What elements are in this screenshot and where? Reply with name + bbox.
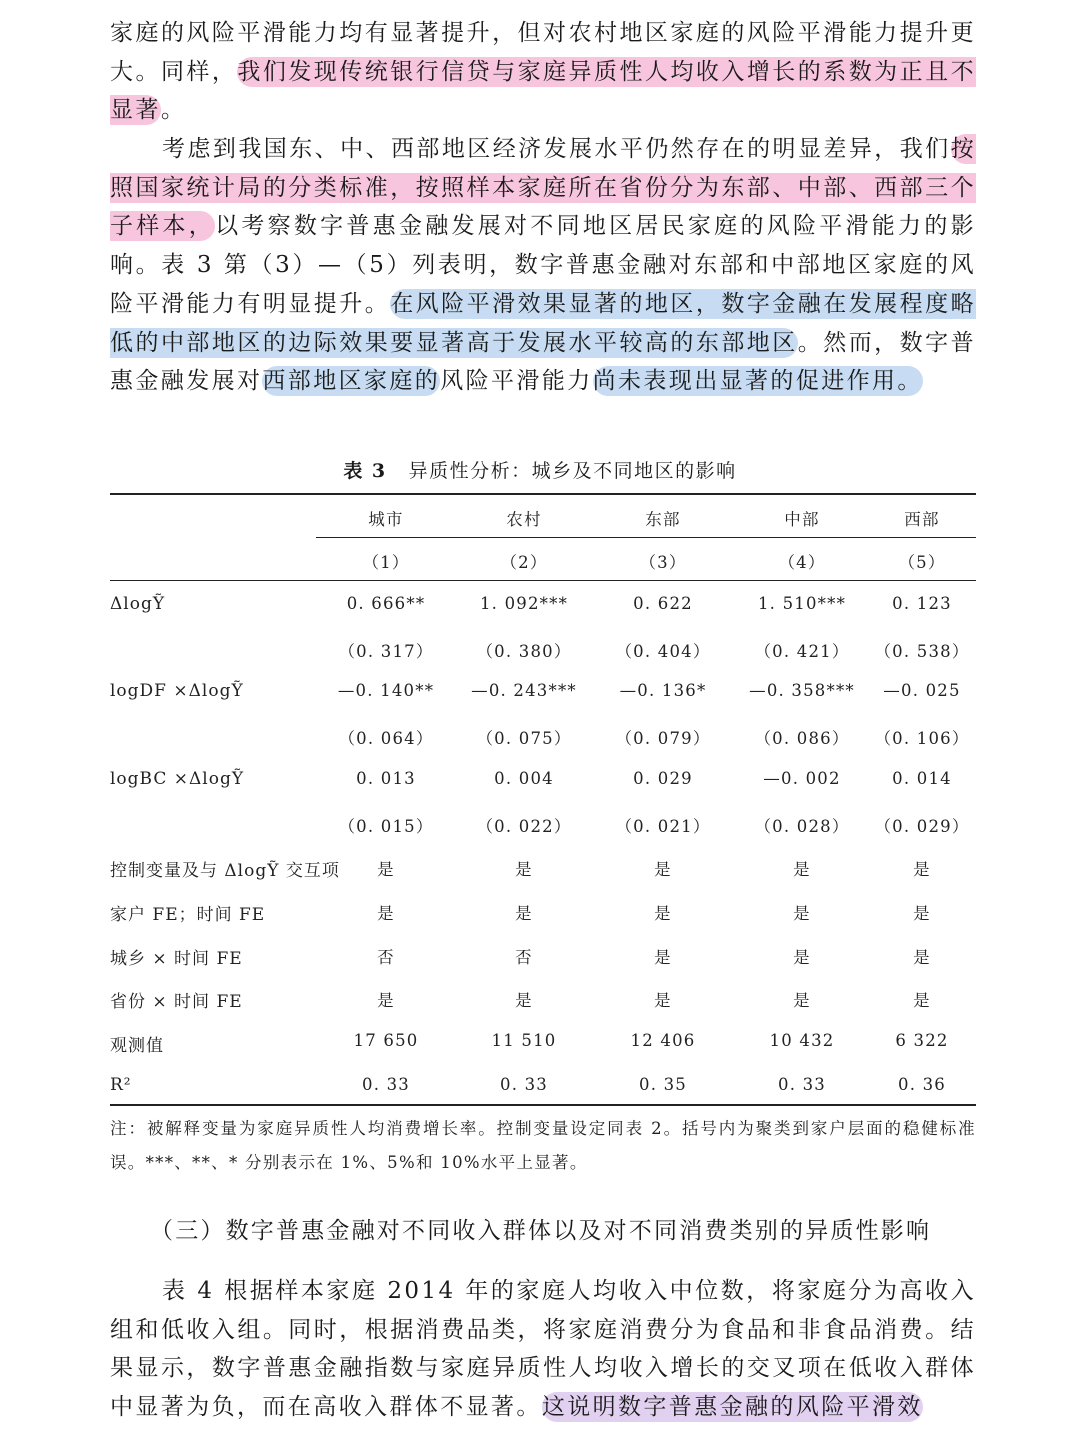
row-label: 省份 × 时间 FE <box>110 992 243 1013</box>
table-cell: 0. 33 <box>362 1074 410 1094</box>
column-number: （1） <box>362 553 410 572</box>
table-cell: 是 <box>377 991 395 1011</box>
body-paragraph-1 <box>110 14 976 130</box>
table-header-rule <box>316 537 976 538</box>
paragraph-text: 表 4 根据样本家庭 2014 年的家庭人均收入中位数，将家庭分为高收入组和低收入组。同时，根据消费品类，将家庭消费分为食品和非食品消费。结果显示，数字普惠金融指数与家庭异质性人均收入增长的交叉项在低收入群体中显著为负，而在高收入群体不显著。 <box>110 1278 976 1421</box>
table-cell: 0. 33 <box>500 1074 548 1094</box>
table-cell: 是 <box>913 947 931 967</box>
table-cell: 0. 33 <box>778 1074 826 1094</box>
table-title: 异质性分析：城乡及不同地区的影响 <box>408 460 737 482</box>
highlight-pink: 按照国家统计局的分类标准，按照样本家庭所在省份分为东部、中部、西部三个子样本， <box>110 136 976 240</box>
table-cell: 是 <box>654 947 672 967</box>
table-cell: （0. 015） <box>338 816 434 836</box>
paragraph-text: 家庭的风险平滑能力均有显著提升，但对农村地区家庭的风险平滑能力提升更大。同样， <box>110 20 976 85</box>
table-cell: （0. 317） <box>338 641 434 661</box>
table-cell: 17 650 <box>353 1031 419 1050</box>
paragraph-text: 。 <box>160 97 187 124</box>
table-cell: —0. 025 <box>883 681 961 701</box>
table-cell: 0. 014 <box>892 768 952 788</box>
table-cell: （0. 086） <box>754 729 850 749</box>
table-cell: 0. 029 <box>633 768 693 788</box>
paragraph-text: 风险平滑能力 <box>440 368 593 395</box>
column-number: （4） <box>778 553 826 572</box>
table-cell: （0. 064） <box>338 729 434 749</box>
table-cell: 10 432 <box>769 1031 835 1050</box>
table-cell: 0. 622 <box>633 594 693 613</box>
table-cell: 12 406 <box>630 1031 696 1050</box>
table-cell: —0. 136* <box>619 681 707 701</box>
paragraph-text: 以考察数字普惠金融发展对不同地区居民家庭的风险平滑能力的影响。表 3 第（3）—（5）列表明，数字普惠金融对东部和中部地区家庭的风险平滑能力有明显提升。 <box>110 213 976 317</box>
table-cell: 是 <box>793 991 811 1011</box>
highlight-pink: 我们发现传统银行信贷与家庭异质性人均收入增长的系数为正且不显著 <box>110 58 977 124</box>
table-cell: （0. 029） <box>874 816 970 836</box>
row-label: R² <box>110 1074 132 1095</box>
paragraph-text: 。然而，数字普惠金融发展对 <box>110 329 976 395</box>
table-top-rule <box>110 493 976 495</box>
column-header: 西部 <box>904 510 940 529</box>
column-number: （2） <box>500 553 548 572</box>
table-cell: （0. 021） <box>615 816 711 836</box>
table-cell: 是 <box>913 991 931 1011</box>
table-cell: （0. 028） <box>754 816 850 836</box>
table-caption <box>0 456 1080 483</box>
table-cell: （0. 538） <box>874 641 970 661</box>
table-cell: 是 <box>793 903 811 923</box>
table-cell: 是 <box>515 991 533 1011</box>
table-cell: （0. 404） <box>615 641 711 661</box>
body-paragraph-3 <box>110 1272 976 1427</box>
table-cell: 否 <box>377 947 395 967</box>
table-cell: 0. 35 <box>639 1074 687 1094</box>
table-number: 表 3 <box>343 460 387 482</box>
table-cell: （0. 075） <box>476 729 572 749</box>
table-cell: 是 <box>913 860 931 880</box>
table-cell: 是 <box>654 991 672 1011</box>
row-label: 城乡 × 时间 FE <box>110 948 243 969</box>
table-cell: 是 <box>654 860 672 880</box>
row-label: 控制变量及与 ΔlogỸ 交互项 <box>110 861 340 882</box>
table-cell: （0. 079） <box>615 729 711 749</box>
table-cell: 0. 123 <box>892 594 952 613</box>
column-number: （5） <box>898 553 946 572</box>
table-cell: 0. 004 <box>494 768 554 788</box>
table-cell: 是 <box>793 947 811 967</box>
table-cell: 是 <box>377 903 395 923</box>
row-label: ΔlogỸ <box>110 594 166 614</box>
highlight-blue: 尚未表现出显著的促进作用。 <box>592 368 923 395</box>
table-cell: 6 322 <box>895 1031 949 1050</box>
table-note: 注：被解释变量为家庭异质性人均消费增长率。控制变量设定同表 2。括号内为聚类到家户层面的稳健标准误。***、**、* 分别表示在 1%、5%和 10%水平上显著。 <box>110 1119 976 1172</box>
body-paragraph-2 <box>110 130 976 401</box>
table-cell: 是 <box>515 860 533 880</box>
column-header: 农村 <box>506 510 542 529</box>
table-cell: 0. 666** <box>346 594 426 613</box>
table-cell: （0. 106） <box>874 729 970 749</box>
row-label: 家户 FE；时间 FE <box>110 904 266 925</box>
row-label: 观测值 <box>110 1036 164 1056</box>
table-bottom-rule <box>110 1104 976 1106</box>
table-cell: —0. 140** <box>337 681 435 701</box>
table-cell: 是 <box>913 903 931 923</box>
table-cell: —0. 243*** <box>471 681 577 701</box>
highlight-purple: 这说明数字普惠金融的风险平滑效 <box>541 1394 923 1421</box>
table-cell: （0. 022） <box>476 816 572 836</box>
table-cell: 是 <box>377 860 395 880</box>
table-cell: 1. 510*** <box>757 594 847 613</box>
paragraph-text: 考虑到我国东、中、西部地区经济发展水平仍然存在的明显差异，我们 <box>162 136 951 162</box>
table-cell: —0. 002 <box>763 768 841 788</box>
table-cell: 0. 013 <box>356 768 416 788</box>
highlight-blue: 在风险平滑效果显著的地区，数字金融在发展程度略低的中部地区的边际效果要显著高于发展水平较高的东部地区 <box>110 290 976 356</box>
table-cell: 11 510 <box>491 1031 557 1050</box>
table-cell: 0. 36 <box>898 1074 946 1094</box>
column-number: （3） <box>639 553 687 572</box>
table-cell: 是 <box>515 903 533 923</box>
table-cell: （0. 421） <box>754 641 850 661</box>
highlight-blue: 西部地区家庭的 <box>262 368 441 395</box>
row-label: logDF ×ΔlogỸ <box>110 681 244 702</box>
column-header: 东部 <box>645 510 681 529</box>
table-cell: 1. 092*** <box>479 594 569 613</box>
section-heading: （三）数字普惠金融对不同收入群体以及对不同消费类别的异质性影响 <box>150 1218 932 1244</box>
table-cell: 是 <box>654 903 672 923</box>
column-header: 城市 <box>368 510 404 529</box>
row-label: logBC ×ΔlogỸ <box>110 768 245 789</box>
table-cell: 是 <box>793 860 811 880</box>
table-cell: （0. 380） <box>476 641 572 661</box>
column-header: 中部 <box>784 510 820 529</box>
table-cell: —0. 358*** <box>749 681 855 701</box>
table-header-bottom-rule <box>110 580 976 581</box>
table-cell: 否 <box>515 947 533 967</box>
